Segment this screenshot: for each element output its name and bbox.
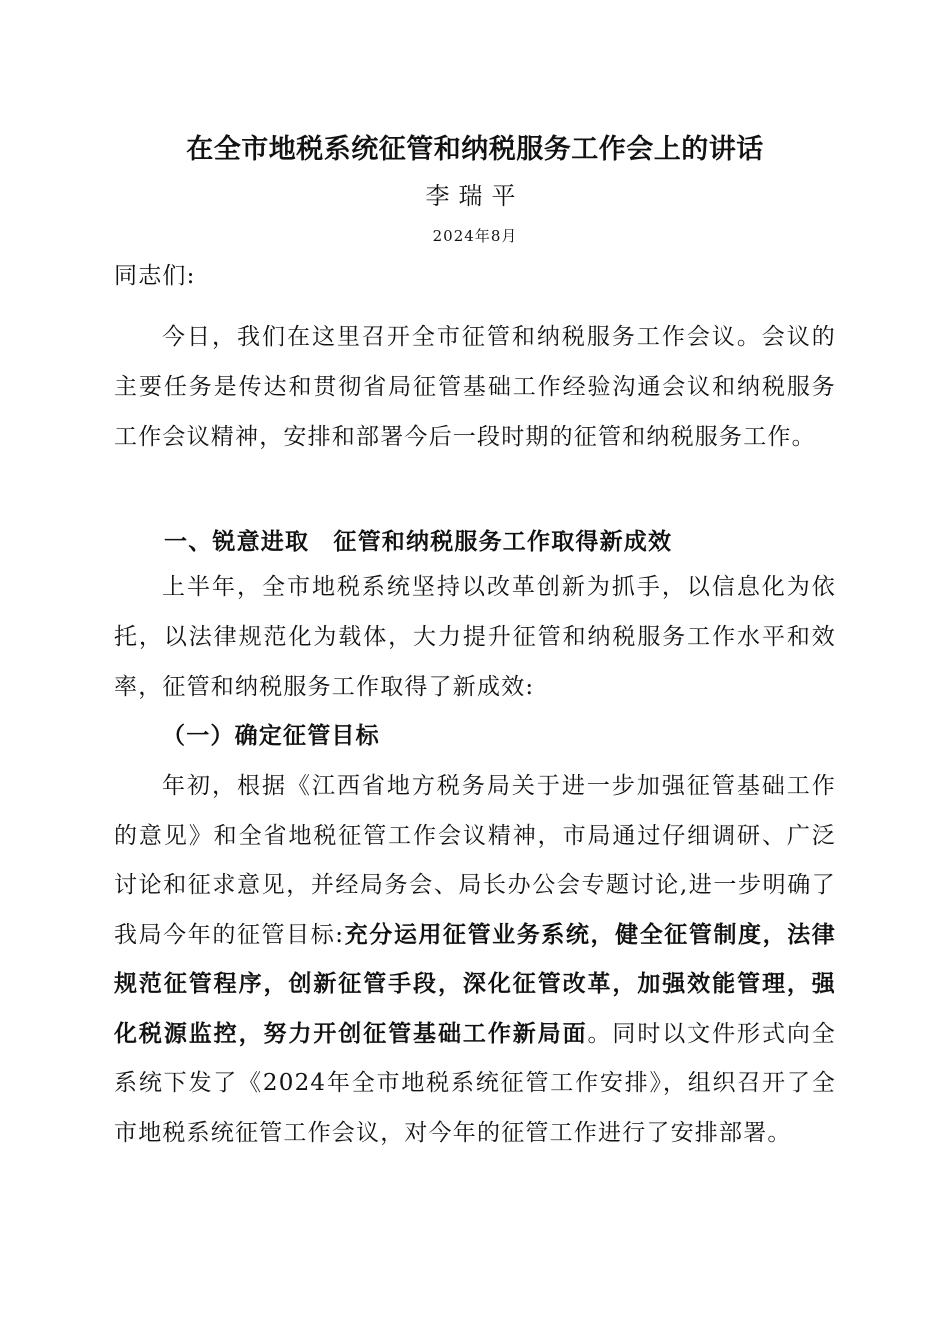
- salutation: 同志们:: [114, 263, 196, 289]
- intro-paragraph: 今日，我们在这里召开全市征管和纳税服务工作会议。会议的主要任务是传达和贯彻省局征管基础工作经验沟通会议和纳税服务工作会议精神，安排和部署今后一段时期的征管和纳税服务工作。: [114, 324, 836, 450]
- paragraph-text-end: 。同时以文件形式向全系统下发了《2024年全市地税系统征管工作安排》，组织召开了全市地税系统征管工作会议，对今年的征管工作进行了安排部署。: [114, 1020, 836, 1146]
- section-1-paragraph: 上半年，全市地税系统坚持以改革创新为抓手，以信息化为依托，以法律规范化为载体，大力提升征管和纳税服务工作水平和效率，征管和纳税服务工作取得了新成效:: [114, 574, 836, 700]
- subsection-1-paragraph: [114, 762, 836, 1158]
- subsection-1-heading: （一）确定征管目标: [162, 723, 380, 749]
- document-author: 李瑞平: [425, 182, 525, 210]
- document-date: 2024年8月: [432, 227, 518, 245]
- paragraph-text-bold: 充分运用征管业务系统，健全征管制度，法律规范征管程序，创新征管手段，深化征管改革，加强效能管理，强化税源监控，努力开创征管基础工作新局面: [114, 921, 837, 1047]
- section-1-heading: 一、锐意进取 征管和纳税服务工作取得新成效: [164, 529, 673, 555]
- document-title: 在全市地税系统征管和纳税服务工作会上的讲话: [186, 134, 764, 165]
- paragraph-text-start: 年初，根据《江西省地方税务局关于进一步加强征管基础工作的意见》和全省地税征管工作会议精神，市局通过仔细调研、广泛讨论和征求意见，并经局务会、局长办公会专题讨论,进一步明确了我局今年的征管目标:: [114, 773, 836, 948]
